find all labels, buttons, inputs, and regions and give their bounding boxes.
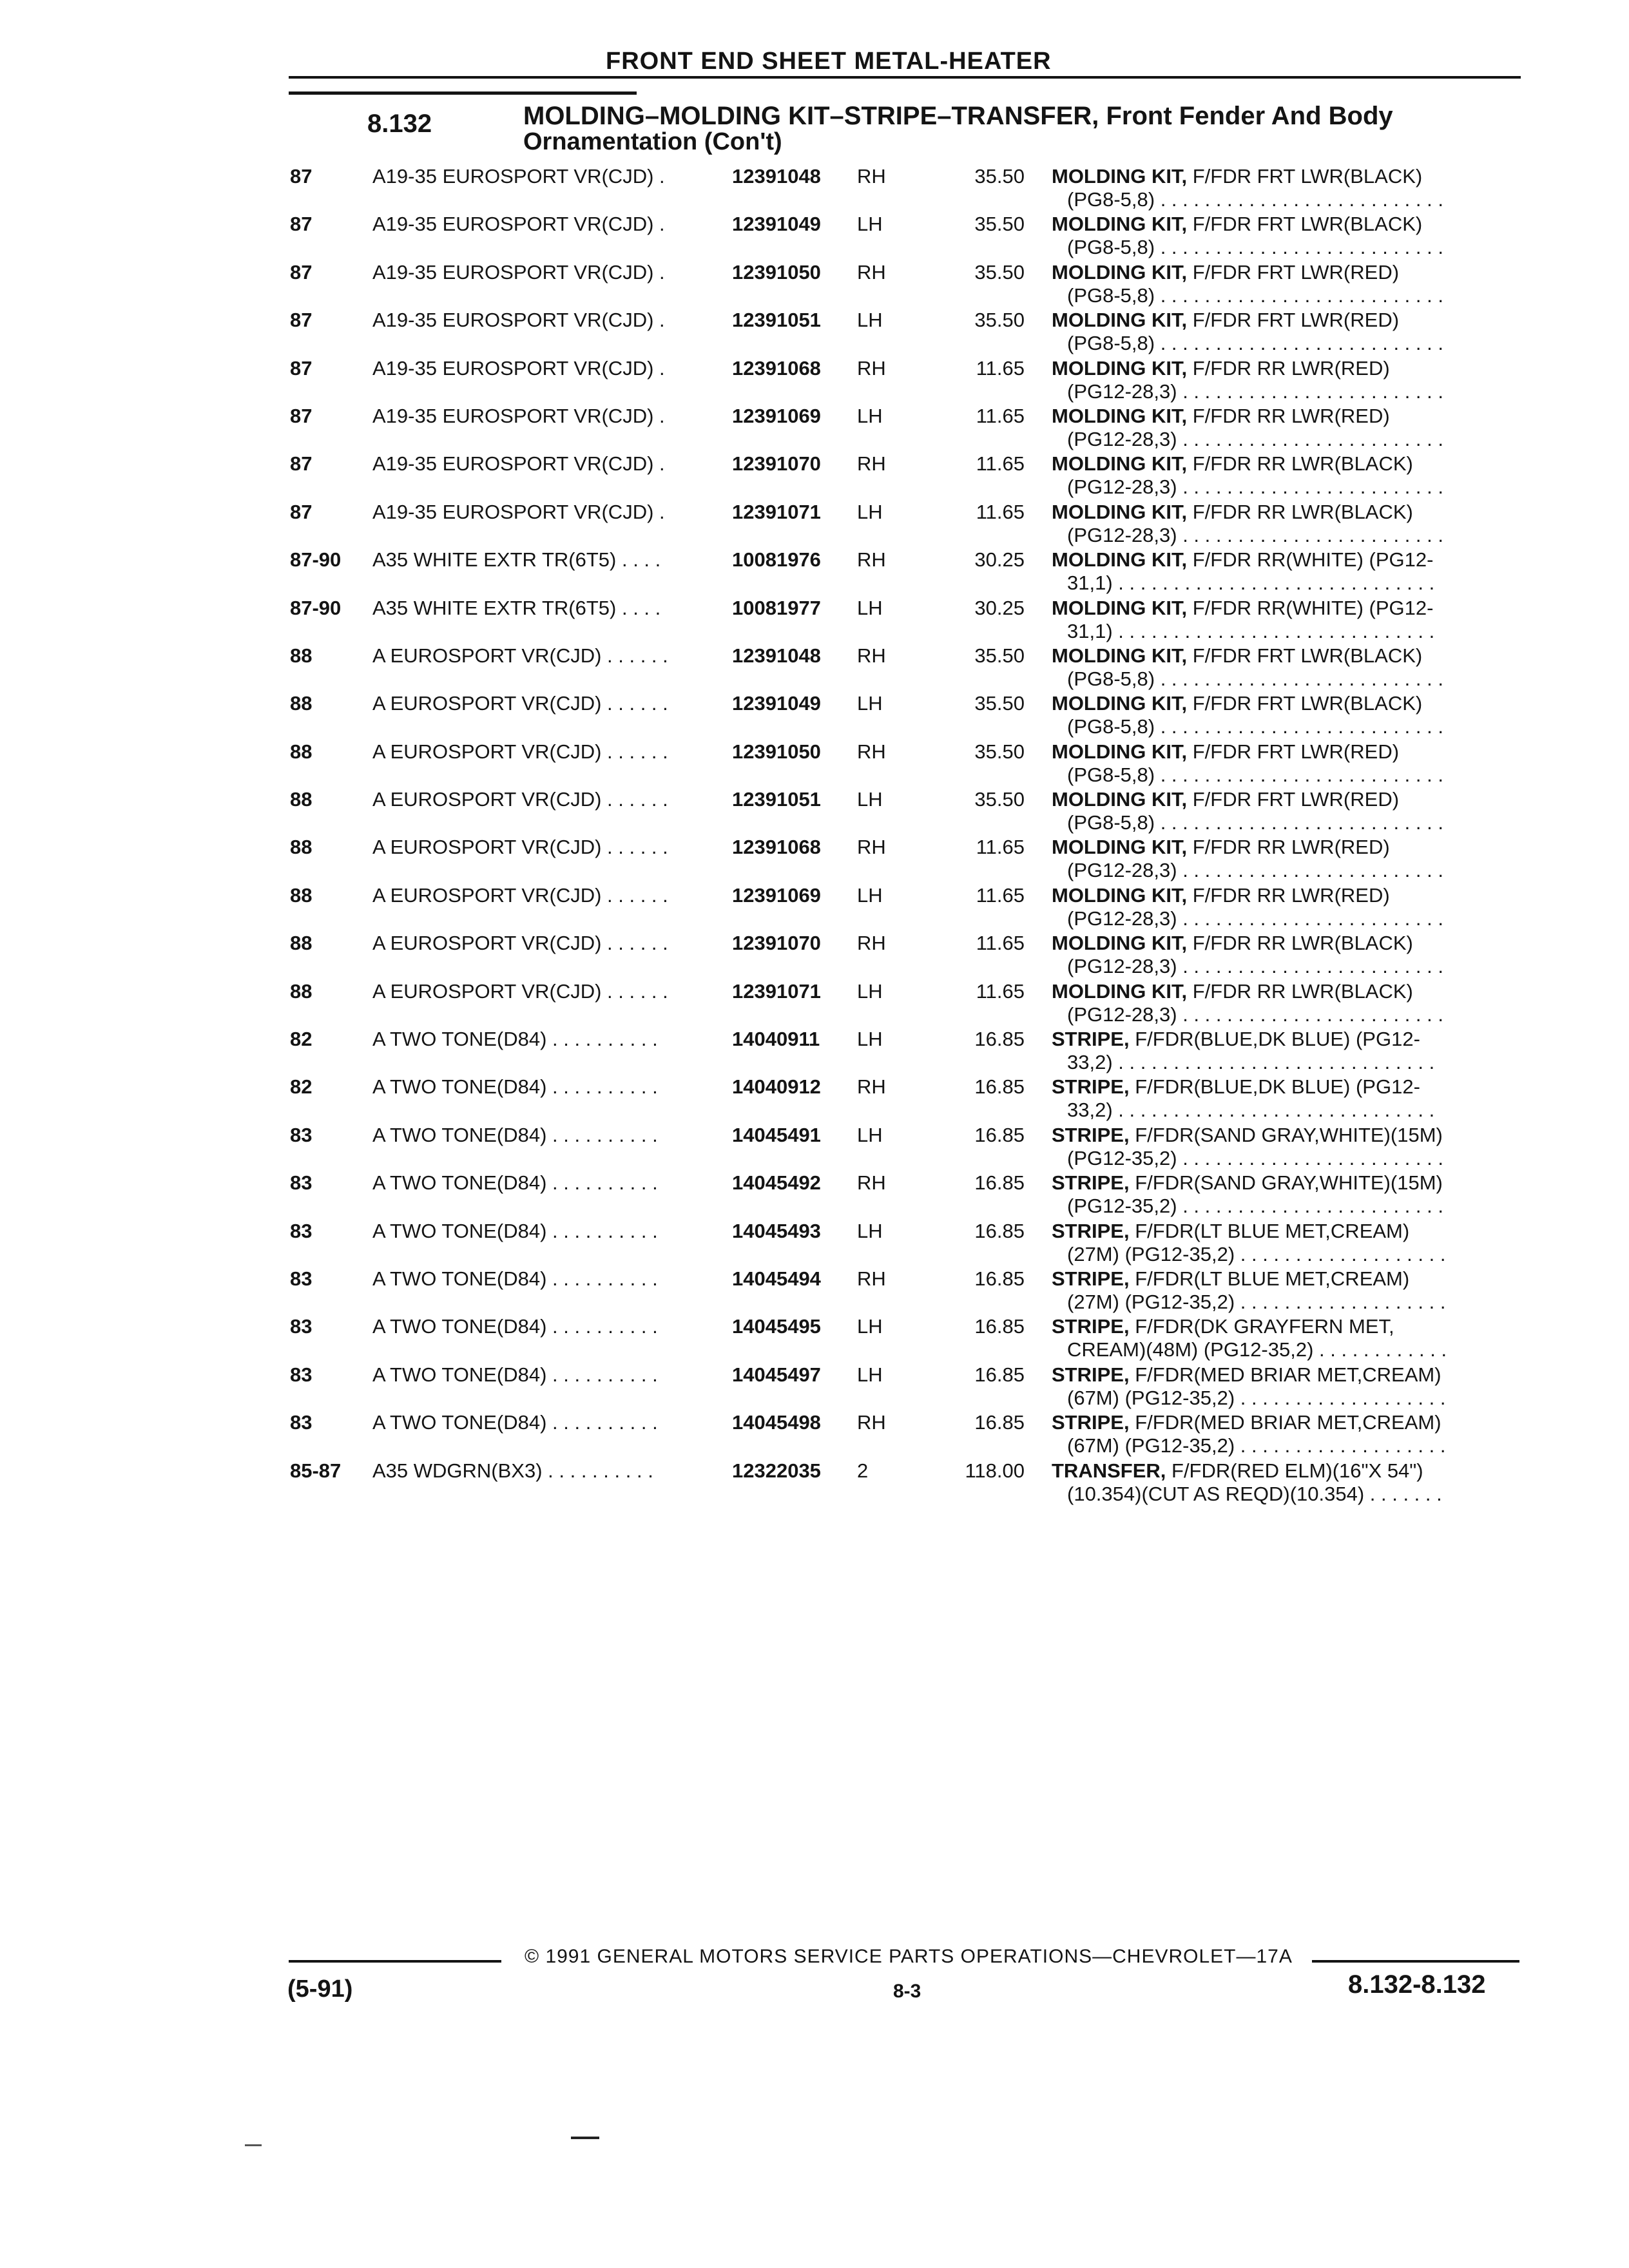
row-price: 11.65: [976, 356, 1025, 380]
footer-rule-left: [289, 1960, 501, 1963]
row-quantity: LH: [857, 309, 883, 332]
row-part-number: 12391070: [732, 932, 821, 955]
list-item: [0, 212, 1629, 260]
row-description: [1052, 883, 1522, 930]
row-desc-name: MOLDING KIT,: [1052, 452, 1188, 476]
row-model: A TWO TONE(D84) . . . . . . . . . .: [372, 1411, 658, 1434]
row-part-number: 12391049: [732, 213, 821, 236]
row-model: A TWO TONE(D84) . . . . . . . . . .: [372, 1171, 658, 1195]
row-desc-detail: F/FDR(LT BLUE MET,CREAM): [1129, 1219, 1410, 1242]
row-year: 88: [290, 883, 313, 907]
row-year: 82: [290, 1075, 313, 1099]
row-model: A35 WHITE EXTR TR(6T5) . . . .: [372, 548, 661, 572]
scan-artifact: [571, 2137, 599, 2139]
list-item: [0, 1459, 1629, 1506]
row-model: A EUROSPORT VR(CJD) . . . . . .: [372, 979, 668, 1003]
list-item: [0, 883, 1629, 931]
row-description: [1052, 691, 1522, 738]
row-year: 87-90: [290, 596, 342, 619]
parts-list: [0, 164, 1629, 1506]
row-year: 88: [290, 932, 313, 955]
row-price: 16.85: [974, 1267, 1025, 1290]
row-model: A19-35 EUROSPORT VR(CJD) .: [372, 452, 665, 476]
row-quantity: RH: [857, 356, 886, 380]
row-price: 35.50: [974, 309, 1025, 332]
row-description: [1052, 740, 1522, 786]
row-desc-name: MOLDING KIT,: [1052, 213, 1188, 236]
row-part-number: 14040912: [732, 1075, 821, 1099]
row-price: 11.65: [976, 500, 1025, 523]
list-item: [0, 691, 1629, 739]
row-desc-detail: F/FDR RR LWR(BLACK): [1187, 500, 1413, 523]
row-desc-detail: F/FDR FRT LWR(BLACK): [1187, 644, 1423, 667]
row-model: A EUROSPORT VR(CJD) . . . . . .: [372, 883, 668, 907]
row-price: 11.65: [976, 404, 1025, 427]
row-description: [1052, 1123, 1522, 1169]
row-desc-detail: F/FDR RR LWR(BLACK): [1187, 932, 1413, 955]
row-quantity: LH: [857, 596, 883, 619]
row-desc-line2: (PG8-5,8) . . . . . . . . . . . . . . . . . . . . . . . . . .: [1067, 763, 1443, 786]
row-part-number: 14045497: [732, 1363, 821, 1386]
row-desc-name: STRIPE,: [1052, 1411, 1130, 1434]
row-desc-detail: F/FDR(MED BRIAR MET,CREAM): [1129, 1411, 1441, 1434]
row-year: 87: [290, 404, 313, 427]
row-part-number: 12391071: [732, 500, 821, 523]
row-desc-detail: F/FDR RR LWR(RED): [1187, 404, 1390, 427]
row-quantity: RH: [857, 932, 886, 955]
row-description: [1052, 644, 1522, 690]
list-item: [0, 308, 1629, 356]
row-desc-line2: (PG12-28,3) . . . . . . . . . . . . . . . . . . . . . . . .: [1067, 523, 1443, 546]
row-desc-line2: (PG12-35,2) . . . . . . . . . . . . . . . . . . . . . . . .: [1067, 1146, 1443, 1169]
row-description: [1052, 1410, 1522, 1457]
row-price: 35.50: [974, 740, 1025, 763]
row-desc-name: MOLDING KIT,: [1052, 644, 1188, 667]
row-part-number: 14045492: [732, 1171, 821, 1195]
row-price: 35.50: [974, 692, 1025, 715]
row-desc-detail: F/FDR(MED BRIAR MET,CREAM): [1129, 1363, 1441, 1386]
row-part-number: 14045494: [732, 1267, 821, 1290]
row-desc-detail: F/FDR(BLUE,DK BLUE) (PG12-: [1129, 1028, 1420, 1051]
row-quantity: LH: [857, 883, 883, 907]
row-desc-detail: F/FDR FRT LWR(RED): [1187, 260, 1400, 284]
row-price: 16.85: [974, 1171, 1025, 1195]
row-price: 11.65: [976, 452, 1025, 476]
row-desc-line2: (PG12-28,3) . . . . . . . . . . . . . . . . . . . . . . . .: [1067, 859, 1443, 882]
row-part-number: 14045491: [732, 1123, 821, 1146]
row-price: 16.85: [974, 1411, 1025, 1434]
row-year: 87: [290, 309, 313, 332]
row-desc-line2: (27M) (PG12-35,2) . . . . . . . . . . . . . . . . . . .: [1067, 1290, 1446, 1313]
row-desc-detail: F/FDR(RED ELM)(16"X 54"): [1166, 1459, 1423, 1482]
row-year: 87: [290, 165, 313, 187]
row-desc-detail: F/FDR FRT LWR(BLACK): [1187, 213, 1423, 236]
row-desc-name: MOLDING KIT,: [1052, 932, 1188, 955]
row-desc-name: MOLDING KIT,: [1052, 979, 1188, 1003]
row-description: [1052, 1459, 1522, 1505]
row-description: [1052, 787, 1522, 834]
row-year: 88: [290, 740, 313, 763]
row-model: A19-35 EUROSPORT VR(CJD) .: [372, 260, 665, 284]
row-part-number: 12391068: [732, 356, 821, 380]
list-item: [0, 1171, 1629, 1218]
row-desc-name: MOLDING KIT,: [1052, 500, 1188, 523]
row-desc-name: MOLDING KIT,: [1052, 740, 1188, 763]
row-description: [1052, 1363, 1522, 1409]
row-desc-line2: (PG12-28,3) . . . . . . . . . . . . . . . . . . . . . . . .: [1067, 955, 1443, 978]
row-desc-line2: (PG8-5,8) . . . . . . . . . . . . . . . . . . . . . . . . . .: [1067, 332, 1443, 355]
row-quantity: LH: [857, 1219, 883, 1242]
row-desc-line2: (PG12-28,3) . . . . . . . . . . . . . . . . . . . . . . . .: [1067, 907, 1443, 930]
row-desc-name: MOLDING KIT,: [1052, 356, 1188, 380]
row-desc-detail: F/FDR FRT LWR(BLACK): [1187, 692, 1423, 715]
row-model: A19-35 EUROSPORT VR(CJD) .: [372, 356, 665, 380]
row-desc-name: MOLDING KIT,: [1052, 692, 1188, 715]
row-desc-name: STRIPE,: [1052, 1171, 1130, 1195]
row-model: A TWO TONE(D84) . . . . . . . . . .: [372, 1028, 658, 1051]
row-quantity: RH: [857, 1411, 886, 1434]
row-year: 82: [290, 1028, 313, 1051]
row-quantity: LH: [857, 1028, 883, 1051]
row-description: [1052, 1314, 1522, 1361]
row-year: 85-87: [290, 1459, 342, 1482]
row-desc-detail: F/FDR FRT LWR(RED): [1187, 309, 1400, 332]
row-desc-detail: F/FDR(SAND GRAY,WHITE)(15M): [1129, 1123, 1443, 1146]
row-description: [1052, 260, 1522, 307]
row-part-number: 12391049: [732, 692, 821, 715]
row-description: [1052, 452, 1522, 498]
list-item: [0, 1267, 1629, 1314]
row-year: 88: [290, 979, 313, 1003]
section-number: 8.132: [367, 110, 432, 138]
row-desc-line2: (PG12-35,2) . . . . . . . . . . . . . . . . . . . . . . . .: [1067, 1195, 1443, 1218]
row-desc-detail: F/FDR RR(WHITE) (PG12-: [1187, 548, 1434, 572]
row-description: [1052, 404, 1522, 450]
row-desc-name: TRANSFER,: [1052, 1459, 1166, 1482]
row-model: A EUROSPORT VR(CJD) . . . . . .: [372, 932, 668, 955]
row-price: 16.85: [974, 1075, 1025, 1099]
row-quantity: RH: [857, 1171, 886, 1195]
row-desc-name: STRIPE,: [1052, 1315, 1130, 1338]
row-model: A TWO TONE(D84) . . . . . . . . . .: [372, 1315, 658, 1338]
row-quantity: LH: [857, 500, 883, 523]
row-price: 11.65: [976, 883, 1025, 907]
row-description: [1052, 308, 1522, 354]
row-model: A EUROSPORT VR(CJD) . . . . . .: [372, 788, 668, 811]
row-part-number: 10081976: [732, 548, 821, 572]
row-model: A EUROSPORT VR(CJD) . . . . . .: [372, 692, 668, 715]
row-desc-detail: F/FDR FRT LWR(RED): [1187, 788, 1400, 811]
row-desc-detail: F/FDR(LT BLUE MET,CREAM): [1129, 1267, 1410, 1290]
row-year: 83: [290, 1123, 313, 1146]
section-title: [523, 103, 1528, 155]
row-desc-detail: F/FDR RR LWR(RED): [1187, 356, 1390, 380]
row-desc-line2: (PG12-28,3) . . . . . . . . . . . . . . . . . . . . . . . .: [1067, 427, 1443, 450]
row-desc-detail: F/FDR FRT LWR(BLACK): [1187, 165, 1423, 187]
list-item: [0, 740, 1629, 787]
row-desc-line2: 33,2) . . . . . . . . . . . . . . . . . . . . . . . . . . . . .: [1067, 1051, 1435, 1074]
row-description: [1052, 596, 1522, 642]
row-desc-detail: F/FDR RR LWR(BLACK): [1187, 452, 1413, 476]
row-description: [1052, 356, 1522, 403]
list-item: [0, 548, 1629, 595]
row-price: 30.25: [974, 596, 1025, 619]
row-desc-line2: (PG12-28,3) . . . . . . . . . . . . . . . . . . . . . . . .: [1067, 1003, 1443, 1026]
row-price: 11.65: [976, 979, 1025, 1003]
row-desc-name: MOLDING KIT,: [1052, 836, 1188, 859]
row-year: 87: [290, 452, 313, 476]
row-desc-detail: F/FDR(DK GRAYFERN MET,: [1129, 1315, 1394, 1338]
row-desc-line2: (67M) (PG12-35,2) . . . . . . . . . . . . . . . . . . .: [1067, 1386, 1446, 1409]
list-item: [0, 1410, 1629, 1458]
row-desc-line2: (PG8-5,8) . . . . . . . . . . . . . . . . . . . . . . . . . .: [1067, 715, 1443, 738]
row-description: [1052, 164, 1522, 211]
row-price: 35.50: [974, 260, 1025, 284]
row-desc-name: MOLDING KIT,: [1052, 165, 1188, 187]
list-item: [0, 787, 1629, 835]
list-item: [0, 1363, 1629, 1410]
row-quantity: 2: [857, 1459, 869, 1482]
row-description: [1052, 212, 1522, 258]
row-part-number: 12391069: [732, 883, 821, 907]
row-year: 83: [290, 1315, 313, 1338]
row-year: 87: [290, 260, 313, 284]
row-price: 35.50: [974, 788, 1025, 811]
row-desc-name: MOLDING KIT,: [1052, 404, 1188, 427]
footer-rule-right: [1312, 1960, 1519, 1963]
row-price: 30.25: [974, 548, 1025, 572]
row-desc-line2: 33,2) . . . . . . . . . . . . . . . . . . . . . . . . . . . . .: [1067, 1099, 1435, 1122]
list-item: [0, 644, 1629, 691]
row-quantity: LH: [857, 979, 883, 1003]
row-desc-name: STRIPE,: [1052, 1123, 1130, 1146]
row-price: 16.85: [974, 1363, 1025, 1386]
row-part-number: 14045495: [732, 1315, 821, 1338]
row-desc-line2: (10.354)(CUT AS REQD)(10.354) . . . . . . .: [1067, 1482, 1442, 1505]
row-model: A19-35 EUROSPORT VR(CJD) .: [372, 309, 665, 332]
row-description: [1052, 1219, 1522, 1265]
row-quantity: RH: [857, 165, 886, 187]
row-desc-line2: (27M) (PG12-35,2) . . . . . . . . . . . . . . . . . . .: [1067, 1242, 1446, 1265]
scan-artifact: [245, 2144, 262, 2146]
row-part-number: 12391068: [732, 836, 821, 859]
row-desc-name: STRIPE,: [1052, 1363, 1130, 1386]
row-quantity: RH: [857, 452, 886, 476]
row-year: 88: [290, 836, 313, 859]
row-year: 87: [290, 356, 313, 380]
row-description: [1052, 548, 1522, 594]
row-description: [1052, 979, 1522, 1026]
list-item: [0, 260, 1629, 308]
row-quantity: RH: [857, 1267, 886, 1290]
row-desc-detail: F/FDR RR LWR(BLACK): [1187, 979, 1413, 1003]
row-desc-detail: F/FDR(SAND GRAY,WHITE)(15M): [1129, 1171, 1443, 1195]
row-year: 88: [290, 788, 313, 811]
row-desc-name: MOLDING KIT,: [1052, 309, 1188, 332]
row-year: 83: [290, 1219, 313, 1242]
row-part-number: 14040911: [732, 1028, 820, 1051]
row-price: 16.85: [974, 1315, 1025, 1338]
row-price: 118.00: [965, 1459, 1025, 1482]
row-model: A EUROSPORT VR(CJD) . . . . . .: [372, 644, 668, 667]
row-description: [1052, 1267, 1522, 1313]
row-description: [1052, 500, 1522, 546]
list-item: [0, 1027, 1629, 1075]
row-model: A TWO TONE(D84) . . . . . . . . . .: [372, 1219, 658, 1242]
row-part-number: 12391071: [732, 979, 821, 1003]
row-model: A EUROSPORT VR(CJD) . . . . . .: [372, 836, 668, 859]
row-model: A19-35 EUROSPORT VR(CJD) .: [372, 165, 665, 187]
row-description: [1052, 931, 1522, 977]
list-item: [0, 979, 1629, 1027]
row-part-number: 12391050: [732, 740, 821, 763]
footer-copyright: © 1991 GENERAL MOTORS SERVICE PARTS OPERATIONS—CHEVROLET—17A: [525, 1946, 1293, 1967]
row-year: 87: [290, 213, 313, 236]
row-quantity: LH: [857, 1315, 883, 1338]
row-part-number: 14045498: [732, 1411, 821, 1434]
row-model: A TWO TONE(D84) . . . . . . . . . .: [372, 1267, 658, 1290]
section-title-line2: Ornamentation (Con't): [523, 128, 782, 155]
row-part-number: 12391069: [732, 404, 821, 427]
row-part-number: 12391048: [732, 644, 821, 667]
row-model: A EUROSPORT VR(CJD) . . . . . .: [372, 740, 668, 763]
row-desc-detail: F/FDR(BLUE,DK BLUE) (PG12-: [1129, 1075, 1420, 1099]
row-description: [1052, 1171, 1522, 1217]
row-desc-line2: (PG8-5,8) . . . . . . . . . . . . . . . . . . . . . . . . . .: [1067, 667, 1443, 690]
row-desc-name: MOLDING KIT,: [1052, 548, 1188, 572]
page-header-title: FRONT END SHEET METAL-HEATER: [606, 48, 1052, 75]
row-quantity: RH: [857, 836, 886, 859]
row-desc-name: MOLDING KIT,: [1052, 883, 1188, 907]
row-year: 87: [290, 500, 313, 523]
row-quantity: LH: [857, 692, 883, 715]
list-item: [0, 835, 1629, 883]
list-item: [0, 404, 1629, 452]
section-title-line1: MOLDING–MOLDING KIT–STRIPE–TRANSFER, Front Fender And Body: [523, 102, 1393, 130]
list-item: [0, 931, 1629, 979]
row-desc-detail: F/FDR RR LWR(RED): [1187, 883, 1390, 907]
row-part-number: 12391051: [732, 788, 821, 811]
list-item: [0, 164, 1629, 212]
list-item: [0, 356, 1629, 404]
row-desc-detail: F/FDR FRT LWR(RED): [1187, 740, 1400, 763]
row-desc-line2: (PG8-5,8) . . . . . . . . . . . . . . . . . . . . . . . . . .: [1067, 811, 1443, 834]
row-quantity: RH: [857, 644, 886, 667]
row-year: 88: [290, 692, 313, 715]
list-item: [0, 1075, 1629, 1122]
row-price: 16.85: [974, 1028, 1025, 1051]
row-quantity: RH: [857, 1075, 886, 1099]
header-rule: [289, 76, 1521, 79]
row-model: A35 WDGRN(BX3) . . . . . . . . . .: [372, 1459, 653, 1482]
row-desc-name: STRIPE,: [1052, 1075, 1130, 1099]
row-desc-line2: (PG8-5,8) . . . . . . . . . . . . . . . . . . . . . . . . . .: [1067, 188, 1443, 211]
list-item: [0, 1123, 1629, 1171]
row-description: [1052, 1075, 1522, 1121]
footer-date: (5-91): [287, 1975, 353, 2003]
list-item: [0, 452, 1629, 499]
row-desc-line2: 31,1) . . . . . . . . . . . . . . . . . . . . . . . . . . . . .: [1067, 572, 1435, 595]
row-year: 83: [290, 1411, 313, 1434]
row-price: 11.65: [976, 836, 1025, 859]
row-year: 87-90: [290, 548, 342, 572]
row-description: [1052, 835, 1522, 881]
row-desc-name: MOLDING KIT,: [1052, 260, 1188, 284]
row-quantity: RH: [857, 260, 886, 284]
row-price: 16.85: [974, 1123, 1025, 1146]
footer-page-number: 8-3: [893, 1981, 921, 2002]
row-part-number: 12391050: [732, 260, 821, 284]
row-desc-detail: F/FDR RR(WHITE) (PG12-: [1187, 596, 1434, 619]
row-year: 83: [290, 1363, 313, 1386]
row-quantity: LH: [857, 1363, 883, 1386]
row-part-number: 12391051: [732, 309, 821, 332]
row-desc-detail: F/FDR RR LWR(RED): [1187, 836, 1390, 859]
row-model: A TWO TONE(D84) . . . . . . . . . .: [372, 1363, 658, 1386]
row-desc-name: STRIPE,: [1052, 1028, 1130, 1051]
list-item: [0, 1219, 1629, 1267]
row-desc-name: STRIPE,: [1052, 1219, 1130, 1242]
list-item: [0, 1314, 1629, 1362]
row-desc-line2: (PG8-5,8) . . . . . . . . . . . . . . . . . . . . . . . . . .: [1067, 236, 1443, 259]
row-desc-line2: (PG8-5,8) . . . . . . . . . . . . . . . . . . . . . . . . . .: [1067, 284, 1443, 307]
row-part-number: 10081977: [732, 596, 821, 619]
row-model: A TWO TONE(D84) . . . . . . . . . .: [372, 1123, 658, 1146]
list-item: [0, 596, 1629, 644]
row-quantity: LH: [857, 788, 883, 811]
row-price: 35.50: [974, 165, 1025, 187]
row-desc-line2: 31,1) . . . . . . . . . . . . . . . . . . . . . . . . . . . . .: [1067, 619, 1435, 642]
footer-section-range: 8.132-8.132: [1348, 1970, 1486, 1999]
row-part-number: 12322035: [732, 1459, 821, 1482]
row-desc-line2: CREAM)(48M) (PG12-35,2) . . . . . . . . . . . .: [1067, 1338, 1447, 1361]
row-model: A TWO TONE(D84) . . . . . . . . . .: [372, 1075, 658, 1099]
row-part-number: 12391048: [732, 165, 821, 187]
row-model: A35 WHITE EXTR TR(6T5) . . . .: [372, 596, 661, 619]
row-desc-line2: (PG12-28,3) . . . . . . . . . . . . . . . . . . . . . . . .: [1067, 380, 1443, 403]
row-year: 83: [290, 1267, 313, 1290]
row-price: 16.85: [974, 1219, 1025, 1242]
row-desc-name: STRIPE,: [1052, 1267, 1130, 1290]
row-part-number: 12391070: [732, 452, 821, 476]
row-part-number: 14045493: [732, 1219, 821, 1242]
row-price: 35.50: [974, 644, 1025, 667]
row-description: [1052, 1027, 1522, 1073]
row-quantity: LH: [857, 213, 883, 236]
row-desc-line2: (PG12-28,3) . . . . . . . . . . . . . . . . . . . . . . . .: [1067, 476, 1443, 499]
row-quantity: LH: [857, 1123, 883, 1146]
row-quantity: RH: [857, 740, 886, 763]
row-year: 83: [290, 1171, 313, 1195]
list-item: [0, 500, 1629, 548]
row-model: A19-35 EUROSPORT VR(CJD) .: [372, 213, 665, 236]
row-quantity: RH: [857, 548, 886, 572]
row-desc-name: MOLDING KIT,: [1052, 788, 1188, 811]
row-model: A19-35 EUROSPORT VR(CJD) .: [372, 404, 665, 427]
row-desc-name: MOLDING KIT,: [1052, 596, 1188, 619]
row-quantity: LH: [857, 404, 883, 427]
row-model: A19-35 EUROSPORT VR(CJD) .: [372, 500, 665, 523]
row-desc-line2: (67M) (PG12-35,2) . . . . . . . . . . . . . . . . . . .: [1067, 1434, 1446, 1457]
row-year: 88: [290, 644, 313, 667]
row-price: 11.65: [976, 932, 1025, 955]
row-price: 35.50: [974, 213, 1025, 236]
header-rule-short: [289, 91, 637, 95]
